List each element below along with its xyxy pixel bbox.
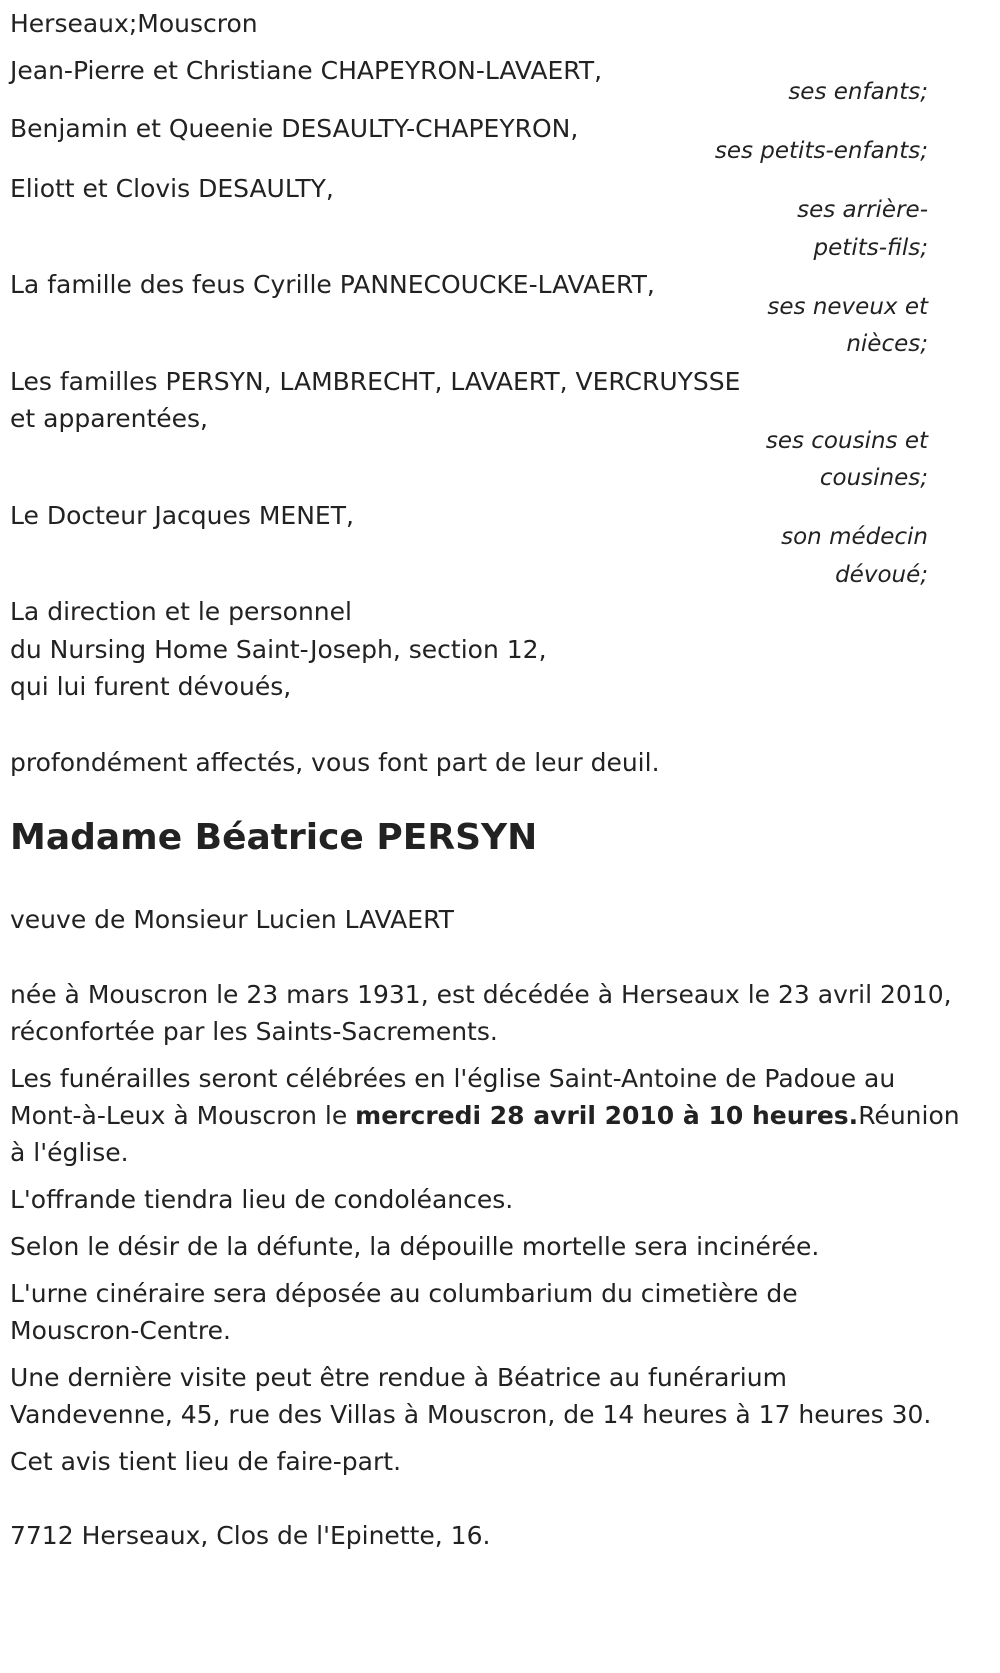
- relation-grandchildren: ses petits-enfants;: [714, 138, 928, 164]
- relation-great-grandchildren-line2: petits-fils;: [813, 235, 928, 261]
- visit-line2: Vandevenne, 45, rue des Villas à Mouscron, de 14 heures à 17 heures 30.: [10, 1400, 932, 1429]
- funeral-line1: Les funérailles seront célébrées en l'église Saint-Antoine de Padoue au: [10, 1064, 896, 1093]
- birth-death-line2: réconfortée par les Saints-Sacrements.: [10, 1017, 498, 1046]
- cremation-text: Selon le désir de la défunte, la dépouille mortelle sera incinérée.: [10, 1232, 820, 1261]
- mourner-name-nephews: La famille des feus Cyrille PANNECOUCKE-LAVAERT,: [10, 270, 655, 299]
- relation-doctor-line1: son médecin: [781, 524, 928, 550]
- mourner-name-grandchildren: Benjamin et Queenie DESAULTY-CHAPEYRON,: [10, 114, 579, 143]
- offering-text: L'offrande tiendra lieu de condoléances.: [10, 1185, 514, 1214]
- funeral-line2-post: Réunion: [858, 1101, 960, 1130]
- notice-text: Cet avis tient lieu de faire-part.: [10, 1447, 402, 1476]
- place-header: Herseaux;Mouscron: [10, 9, 258, 38]
- funeral-date-time: mercredi 28 avril 2010 à 10 heures.: [355, 1101, 859, 1130]
- address-text: 7712 Herseaux, Clos de l'Epinette, 16.: [10, 1521, 491, 1550]
- funeral-line2: [10, 1097, 960, 1135]
- mourner-name-children: Jean-Pierre et Christiane CHAPEYRON-LAVAERT,: [10, 56, 603, 85]
- visit-line1: Une dernière visite peut être rendue à Béatrice au funérarium: [10, 1363, 787, 1392]
- relation-cousins-line2: cousines;: [819, 465, 928, 491]
- funeral-line3: à l'église.: [10, 1138, 129, 1167]
- mourner-name-great-grandchildren: Eliott et Clovis DESAULTY,: [10, 174, 334, 203]
- birth-death-line1: née à Mouscron le 23 mars 1931, est décédée à Herseaux le 23 avril 2010,: [10, 980, 952, 1009]
- mourner-nursing-home-line2: du Nursing Home Saint-Joseph, section 12,: [10, 635, 547, 664]
- relation-great-grandchildren-line1: ses arrière-: [797, 197, 928, 223]
- mourner-name-families-line2: et apparentées,: [10, 404, 208, 433]
- widow-of-text: veuve de Monsieur Lucien LAVAERT: [10, 905, 454, 934]
- urn-line2: Mouscron-Centre.: [10, 1316, 231, 1345]
- urn-line1: L'urne cinéraire sera déposée au columbarium du cimetière de: [10, 1279, 798, 1308]
- mourner-name-families-line1: Les familles PERSYN, LAMBRECHT, LAVAERT, VERCRUYSSE: [10, 367, 741, 396]
- relation-nephews-line1: ses neveux et: [767, 294, 928, 320]
- mourner-nursing-home-line3: qui lui furent dévoués,: [10, 672, 292, 701]
- mourner-nursing-home-line1: La direction et le personnel: [10, 597, 352, 626]
- deceased-name: Madame Béatrice PERSYN: [10, 817, 538, 858]
- announcement-text: profondément affectés, vous font part de leur deuil.: [10, 748, 660, 777]
- relation-cousins-line1: ses cousins et: [765, 428, 928, 454]
- funeral-line2-pre: Mont-à-Leux à Mouscron le: [10, 1101, 356, 1130]
- relation-nephews-line2: nièces;: [846, 331, 928, 357]
- mourner-name-doctor: Le Docteur Jacques MENET,: [10, 501, 354, 530]
- relation-doctor-line2: dévoué;: [835, 562, 928, 588]
- relation-children: ses enfants;: [788, 79, 928, 105]
